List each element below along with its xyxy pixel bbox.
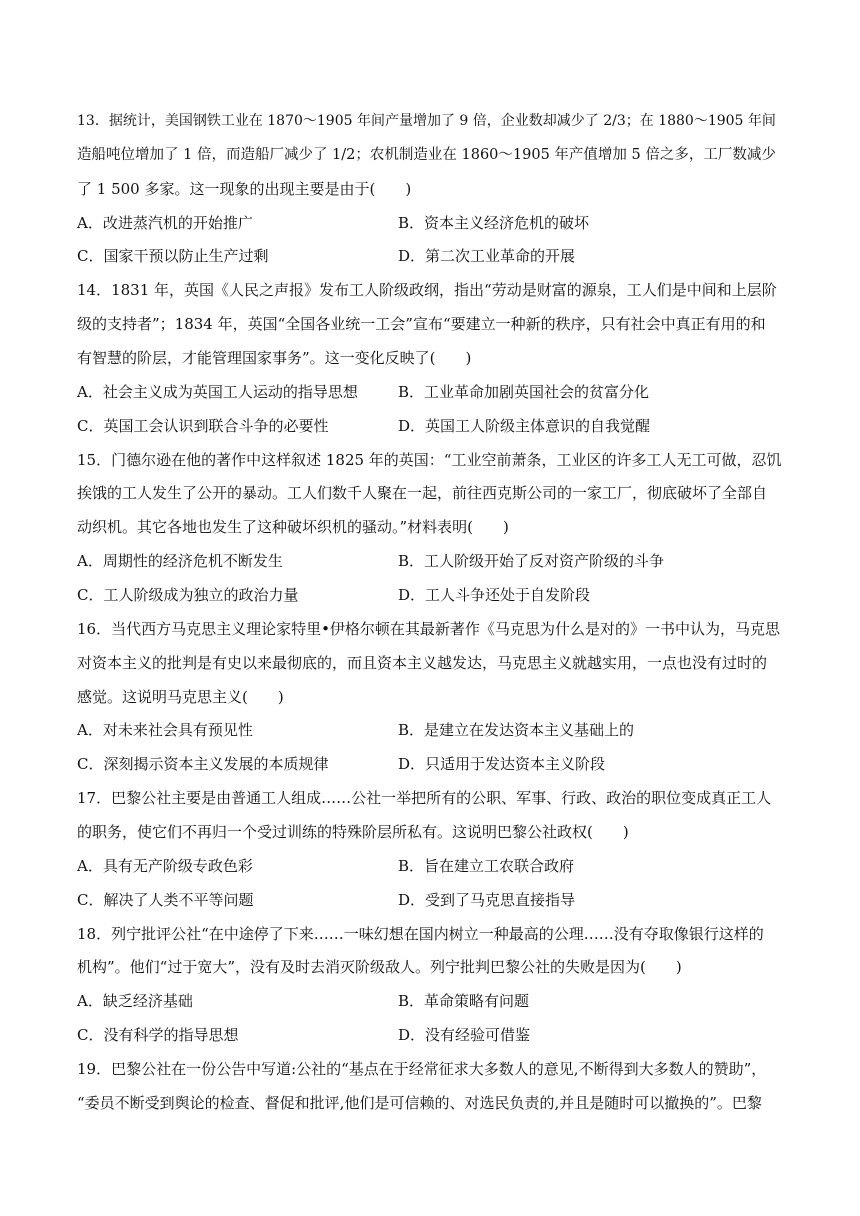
question-14-option-b: B．工业革命加剧英国社会的贫富分化 <box>398 383 650 401</box>
question-14-line-3: 有智慧的阶层，才能管理国家事务”。这一变化反映了( ) <box>77 349 472 367</box>
question-14-line-2: 级的支持者”；1834 年，英国“全国各业统一工会”宣布“要建立一种新的秩序，只有社会中真正有用的和 <box>77 315 766 333</box>
question-19-line-2: “委员不断受到舆论的检查、督促和批评,他们是可信赖的、对选民负责的,并且是随时可以撤换的”。巴黎 <box>77 1094 762 1112</box>
question-14-option-a: A．社会主义成为英国工人运动的指导思想 <box>77 383 358 401</box>
question-15-option-c: C．工人阶级成为独立的政治力量 <box>77 586 299 604</box>
question-13-line-3: 了 1 500 多家。这一现象的出现主要是由于( ) <box>77 180 412 198</box>
question-14-line-1: 14．1831 年，英国《人民之声报》发布工人阶级政纲，指出“劳动是财富的源泉，工人们是中间和上层阶 <box>77 281 777 299</box>
question-18-option-a: A．缺乏经济基础 <box>77 992 193 1010</box>
question-17-option-a: A．具有无产阶级专政色彩 <box>77 857 253 875</box>
question-17-option-b: B．旨在建立工农联合政府 <box>398 857 575 875</box>
question-19-line-1: 19．巴黎公社在一份公告中写道:公社的“基点在于经常征求大多数人的意见,不断得到大多数人的赞助”， <box>77 1060 767 1078</box>
question-17-option-d: D．受到了马克思直接指导 <box>398 891 576 909</box>
question-18-option-c: C．没有科学的指导思想 <box>77 1026 239 1044</box>
question-13-line-2: 造船吨位增加了 1 倍，而造船厂减少了 1/2；农机制造业在 1860～1905 年产值增加 5 倍之多，工厂数减少 <box>77 147 776 163</box>
question-17-line-1: 17．巴黎公社主要是由普通工人组成……公社一举把所有的公职、军事、行政、政治的职位变成真正工人 <box>77 789 772 807</box>
question-18-line-1: 18．列宁批评公社“在中途停了下来……一味幻想在国内树立一种最高的公理……没有夺取像银行这样的 <box>77 925 764 943</box>
question-14-option-c: C．英国工会认识到联合斗争的必要性 <box>77 417 329 435</box>
question-13-option-b: B．资本主义经济危机的破坏 <box>398 214 590 232</box>
question-13-option-c: C．国家干预以防止生产过剩 <box>77 247 269 265</box>
question-18-option-b: B．革命策略有问题 <box>398 992 530 1010</box>
question-15-option-b: B．工人阶级开始了反对资产阶级的斗争 <box>398 552 665 570</box>
question-16-line-3: 感觉。这说明马克思主义( ) <box>77 688 284 706</box>
question-17-option-c: C．解决了人类不平等问题 <box>77 891 254 909</box>
question-18-line-2: 机构”。他们“过于宽大”，没有及时去消灭阶级敌人。列宁批判巴黎公社的失败是因为( ) <box>77 958 682 976</box>
question-15-line-2: 挨饿的工人发生了公开的暴动。工人们数千人聚在一起，前往西克斯公司的一家工厂，彻底破坏了全部自 <box>77 484 768 502</box>
question-15-option-a: A．周期性的经济危机不断发生 <box>77 552 283 570</box>
question-16-line-2: 对资本主义的批判是有史以来最彻底的，而且资本主义越发达，马克思主义就越实用，一点也没有过时的 <box>77 654 768 672</box>
question-15-line-3: 动织机。其它各地也发生了这种破坏织机的骚动。”材料表明( ) <box>77 518 509 536</box>
question-13-option-a: A．改进蒸汽机的开始推广 <box>77 214 253 232</box>
question-14-option-d: D．英国工人阶级主体意识的自我觉醒 <box>398 417 651 435</box>
question-13-option-d: D．第二次工业革命的开展 <box>398 247 576 265</box>
question-18-option-d: D．没有经验可借鉴 <box>398 1026 531 1044</box>
question-16-option-c: C．深刻揭示资本主义发展的本质规律 <box>77 755 329 773</box>
question-17-line-2: 的职务，使它们不再归一个受过训练的特殊阶层所私有。这说明巴黎公社政权( ) <box>77 823 629 841</box>
question-16-option-a: A．对未来社会具有预见性 <box>77 721 253 739</box>
question-16-option-d: D．只适用于发达资本主义阶段 <box>398 755 606 773</box>
question-13-line-1: 13．据统计，美国钢铁工业在 1870～1905 年间产量增加了 9 倍，企业数却减少了 2/3；在 1880～1905 年间 <box>77 113 776 129</box>
question-15-line-1: 15．门德尔逊在他的著作中这样叙述 1825 年的英国：“工业空前萧条，工业区的许多工人无工可做，忍饥 <box>77 451 782 469</box>
question-16-line-1: 16．当代西方马克思主义理论家特里•伊格尔顿在其最新著作《马克思为什么是对的》一书中认为，马克思 <box>77 620 780 638</box>
question-15-option-d: D．工人斗争还处于自发阶段 <box>398 586 591 604</box>
question-16-option-b: B．是建立在发达资本主义基础上的 <box>398 721 635 739</box>
